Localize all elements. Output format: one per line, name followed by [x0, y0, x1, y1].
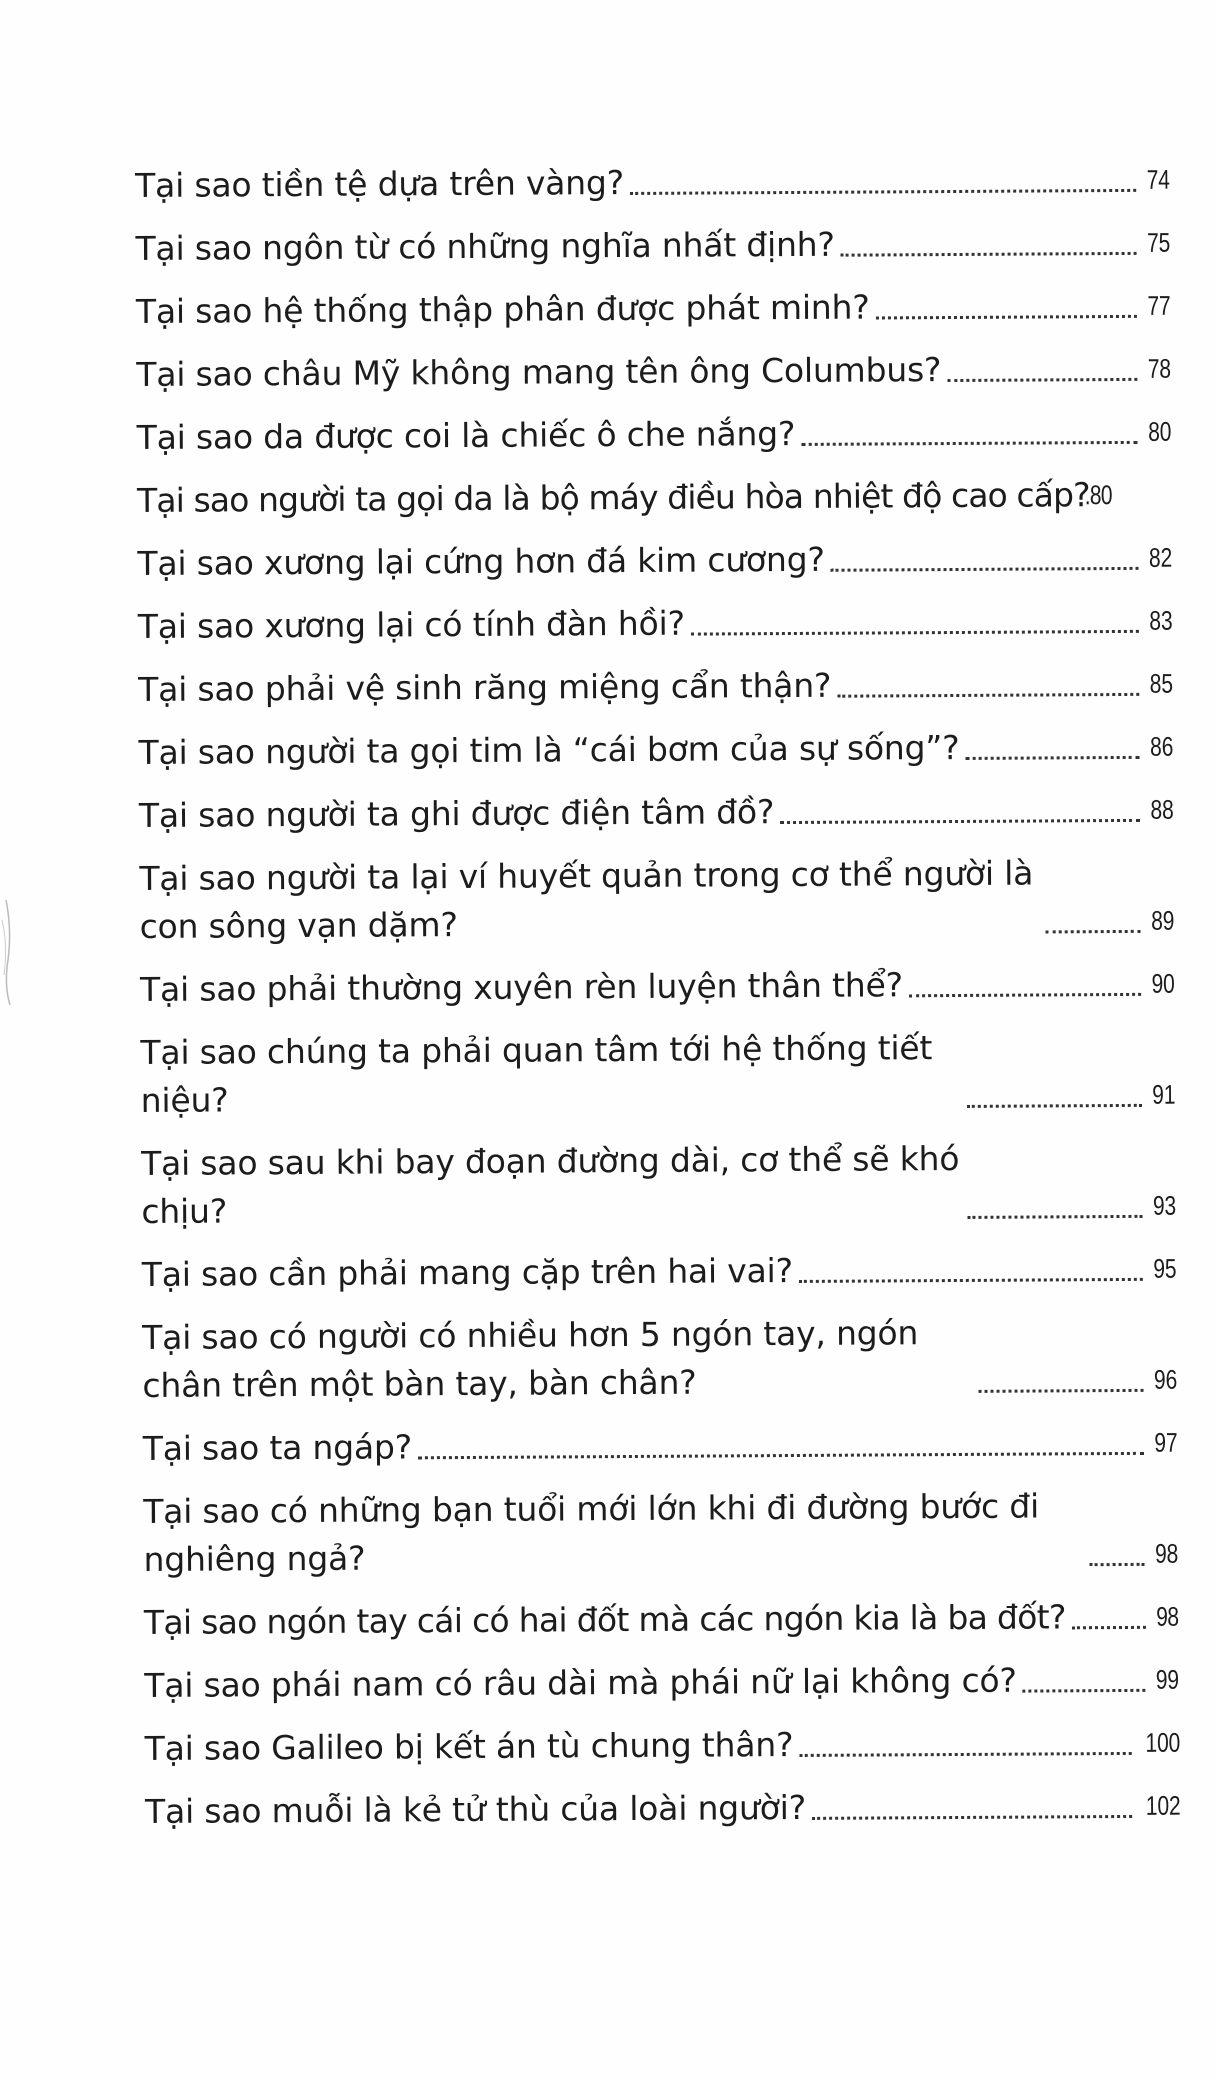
dot-leader — [947, 378, 1137, 382]
toc-entry-title: Tại sao tiền tệ dựa trên vàng? — [135, 163, 625, 205]
toc-entry-title: Tại sao người ta gọi da là bộ máy điều hòa nhiệt độ cao cấp? — [136, 475, 1090, 520]
toc-entry-title: Tại sao sau khi bay đoạn đường dài, cơ thể sẽ khó chịu? — [140, 1138, 960, 1231]
page-edge-mark — [0, 890, 20, 1010]
toc-entry — [138, 597, 1173, 651]
toc-entry-page: 93 — [1153, 1190, 1177, 1221]
dot-leader — [831, 567, 1139, 572]
toc-entry — [136, 345, 1171, 399]
dot-leader — [1072, 1626, 1147, 1629]
toc-entry — [139, 786, 1174, 840]
dot-leader — [630, 189, 1136, 195]
toc-entry-page: 97 — [1154, 1427, 1178, 1458]
toc-entry-title: Tại sao chúng ta phải quan tâm tới hệ thống tiết niệu? — [140, 1028, 933, 1120]
toc-entry-page: 100 — [1144, 1727, 1180, 1758]
dot-leader — [1023, 1689, 1146, 1693]
toc-entry-title: Tại sao da được coi là chiếc ô che nắng? — [136, 413, 796, 457]
dot-leader — [801, 441, 1138, 446]
toc-entry-title: Tại sao ngón tay cái có hai đốt mà các ngón kia là ba đốt? — [143, 1597, 1066, 1642]
toc-entry-title: Tại sao phải thường xuyên rèn luyện thân thể? — [139, 965, 904, 1009]
toc-entry-page: 74 — [1146, 164, 1171, 195]
toc-entry-title: Tại sao người ta gọi tim là “cái bơm của sự sống”? — [138, 727, 960, 772]
toc-entry — [138, 723, 1173, 777]
toc-entry-page: 96 — [1154, 1364, 1178, 1395]
toc-entry — [135, 219, 1170, 273]
toc-entry-title: Tại sao ngôn từ có những nghĩa nhất định? — [135, 224, 835, 268]
dot-leader — [799, 1752, 1131, 1757]
toc-entry — [142, 1245, 1177, 1299]
dot-leader — [1046, 930, 1141, 934]
toc-entry-page: 77 — [1147, 290, 1171, 321]
toc-entry-page: 89 — [1151, 905, 1175, 936]
toc-entry-title: Tại sao hệ thống thập phân được phát minh? — [135, 287, 870, 331]
toc-entry — [137, 534, 1172, 588]
dot-leader — [837, 693, 1139, 698]
toc-entry-page: 99 — [1156, 1664, 1180, 1695]
toc-entry — [140, 1023, 1176, 1125]
dot-leader — [799, 1278, 1143, 1283]
dot-leader — [876, 315, 1138, 320]
dot-leader — [909, 993, 1141, 997]
toc-entry — [145, 1782, 1180, 1836]
toc-entry-page: 95 — [1153, 1253, 1177, 1284]
toc-entry-page: 90 — [1151, 968, 1176, 999]
table-of-contents — [135, 156, 1180, 1851]
toc-entry-page: 102 — [1145, 1790, 1181, 1821]
toc-entry-page: 83 — [1149, 605, 1173, 636]
toc-entry-title: Tại sao ta ngáp? — [142, 1427, 413, 1468]
toc-entry-title: Tại sao muỗi là kẻ tử thù của loài người? — [144, 1787, 807, 1831]
dot-leader — [967, 1104, 1142, 1108]
toc-entry — [142, 1308, 1178, 1410]
toc-entry — [138, 660, 1173, 714]
toc-entry-title: Tại sao cần phải mang cặp trên hai vai? — [141, 1251, 793, 1294]
toc-entry — [135, 156, 1170, 210]
toc-entry-title: Tại sao phải vệ sinh răng miệng cẩn thận? — [138, 665, 832, 709]
toc-entry — [140, 960, 1175, 1014]
toc-entry — [143, 1482, 1179, 1584]
toc-entry-page: .80 — [1084, 480, 1112, 511]
toc-entry-title: Tại sao có người có nhiều hơn 5 ngón tay, ngón chân trên một bàn tay, bàn chân? — [142, 1313, 919, 1405]
dot-leader — [967, 1215, 1142, 1219]
toc-entry-page: 78 — [1148, 353, 1172, 384]
toc-entry — [144, 1656, 1179, 1710]
toc-entry-page: 86 — [1150, 731, 1174, 762]
toc-entry — [137, 471, 1172, 525]
toc-entry — [143, 1419, 1178, 1473]
dot-leader — [812, 1815, 1132, 1820]
toc-entry-title: Tại sao phái nam có râu dài mà phái nữ lại không có? — [144, 1660, 1017, 1705]
toc-entry — [144, 1593, 1179, 1647]
toc-entry — [145, 1719, 1180, 1773]
toc-entry — [137, 408, 1172, 462]
toc-entry — [141, 1134, 1177, 1236]
toc-entry-title: Tại sao xương lại có tính đàn hồi? — [137, 603, 685, 646]
toc-entry-title: Tại sao người ta lại ví huyết quản trong cơ thể người là con sông vạn dặm? — [139, 853, 1034, 946]
toc-entry-page: 85 — [1149, 668, 1174, 699]
toc-entry-page: 82 — [1149, 542, 1173, 573]
dot-leader — [841, 252, 1137, 257]
dot-leader — [418, 1452, 1144, 1459]
dot-leader — [966, 756, 1140, 760]
toc-entry-title: Tại sao Galileo bị kết án tù chung thân? — [144, 1725, 794, 1768]
toc-entry-page: 88 — [1150, 794, 1175, 825]
dot-leader — [691, 630, 1139, 636]
dot-leader — [979, 1389, 1144, 1393]
dot-leader — [1090, 1563, 1145, 1566]
toc-entry-page: 75 — [1147, 227, 1171, 258]
toc-entry-page: 91 — [1152, 1079, 1176, 1110]
toc-entry-page: 98 — [1155, 1538, 1179, 1569]
toc-entry — [139, 849, 1175, 951]
toc-entry-title: Tại sao người ta ghi được điện tâm đồ? — [138, 792, 775, 835]
toc-entry-title: Tại sao châu Mỹ không mang tên ông Columbus? — [136, 350, 942, 394]
toc-entry-page: 98 — [1156, 1601, 1179, 1632]
toc-entry-page: 80 — [1148, 416, 1172, 447]
toc-entry-title: Tại sao xương lại cứng hơn đá kim cương? — [137, 539, 825, 583]
toc-entry — [136, 282, 1171, 336]
dot-leader — [780, 819, 1140, 824]
toc-entry-title: Tại sao có những bạn tuổi mới lớn khi đi đường bước đi nghiêng ngả? — [143, 1486, 1040, 1579]
